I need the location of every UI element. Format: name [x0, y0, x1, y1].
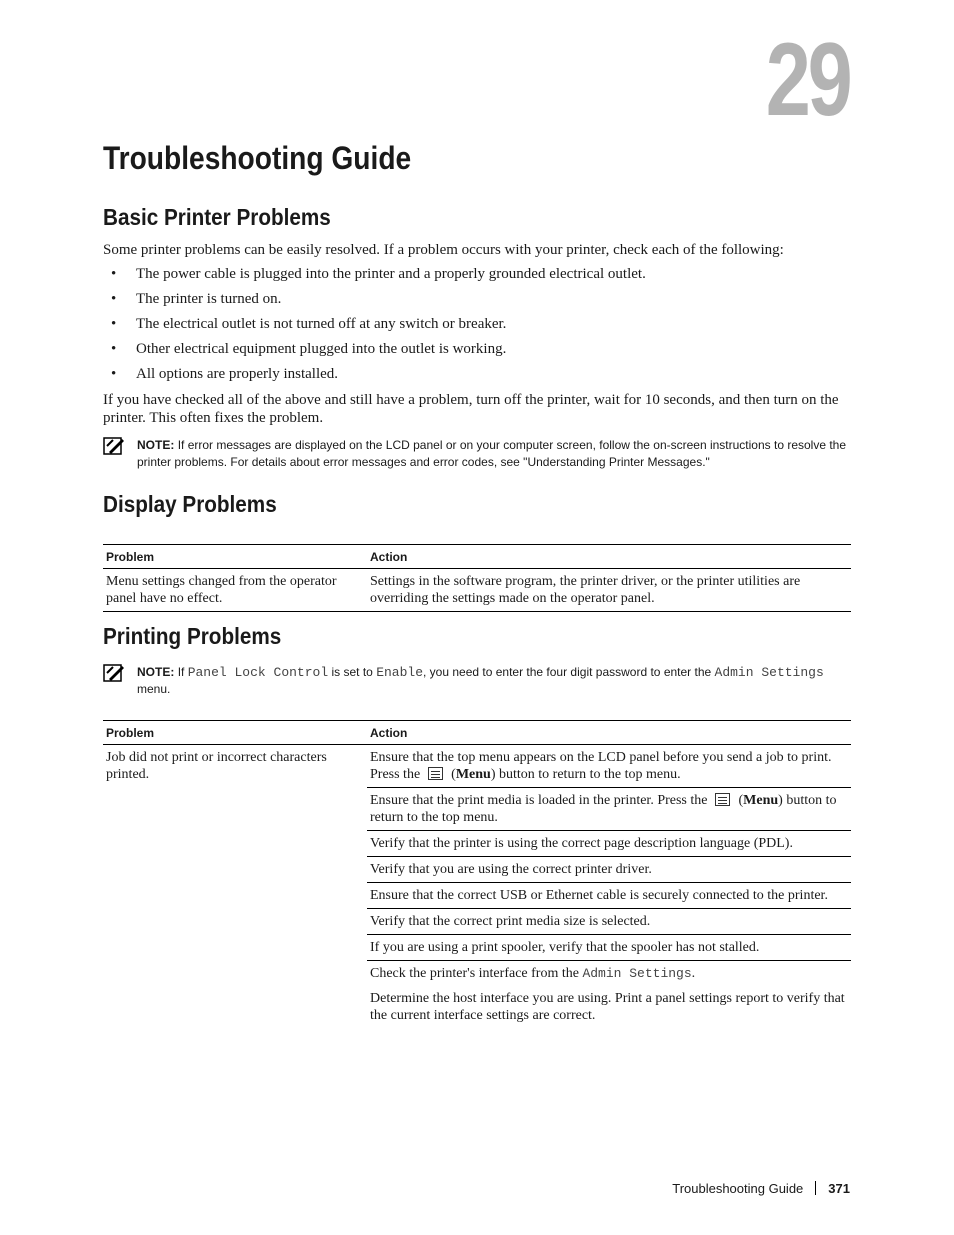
col-header-action: Action [367, 721, 851, 745]
list-item: • All options are properly installed. [111, 366, 339, 382]
action-cell: Verify that the correct print media size is selected. [367, 909, 851, 935]
bullet-icon: • [111, 316, 117, 332]
display-table [103, 544, 851, 612]
list-item: • Other electrical equipment plugged into the outlet is working. [111, 341, 507, 357]
action-cell: Ensure that the top menu appears on the LCD panel before you send a job to print. Press the (Menu) button to return to the top menu. [367, 745, 851, 788]
action-cell: Verify that you are using the correct printer driver. [367, 857, 851, 883]
problem-cell: Menu settings changed from the operator panel have no effect. [103, 569, 367, 612]
bullet-icon: • [111, 341, 117, 357]
basic-note: NOTE: If error messages are displayed on the LCD panel or on your computer screen, follow the on-screen instructions to resolve the printer problems. For details about error messages and error codes, see "Understanding Printer Messages." [103, 437, 851, 471]
action-cell: Check the printer's interface from the Admin Settings. [370, 966, 696, 981]
table-row [103, 569, 851, 612]
list-item: • The printer is turned on. [111, 291, 282, 307]
basic-intro: Some printer problems can be easily resolved. If a problem occurs with your printer, check each of the following: [103, 242, 784, 258]
bullet-icon: • [111, 366, 117, 382]
menu-button-icon [715, 793, 730, 806]
table-row [103, 745, 851, 788]
footer-section: Troubleshooting Guide [672, 1181, 804, 1196]
col-header-problem: Problem [103, 721, 367, 745]
action-cell: Ensure that the correct USB or Ethernet cable is securely connected to the printer. [367, 883, 851, 909]
footer-divider [815, 1181, 816, 1195]
note-pencil-icon [103, 664, 125, 682]
printing-table [103, 720, 851, 1028]
page-footer [672, 1181, 850, 1196]
printing-note: NOTE: If Panel Lock Control is set to Enable, you need to enter the four digit password to enter the Admin Settings menu. [103, 664, 851, 698]
basic-heading: Basic Printer Problems [103, 204, 331, 230]
col-header-action: Action [367, 545, 851, 569]
menu-button-icon [428, 767, 443, 780]
bullet-icon: • [111, 291, 117, 307]
col-header-problem: Problem [103, 545, 367, 569]
display-heading: Display Problems [103, 491, 277, 517]
list-item: • The electrical outlet is not turned off at any switch or breaker. [111, 316, 507, 332]
printing-heading: Printing Problems [103, 623, 282, 649]
action-cell: Verify that the printer is using the correct page description language (PDL). [367, 831, 851, 857]
page-title: Troubleshooting Guide [103, 140, 412, 176]
action-cell: Ensure that the print media is loaded in the printer. Press the (Menu) button to return to the top menu. [367, 788, 851, 831]
chapter-number: 29 [766, 22, 850, 138]
bullet-icon: • [111, 266, 117, 282]
page-number: 371 [828, 1181, 850, 1196]
note-pencil-icon [103, 437, 125, 455]
list-item: • The power cable is plugged into the printer and a properly grounded electrical outlet. [111, 266, 646, 282]
basic-checklist [103, 264, 851, 389]
action-cell: Settings in the software program, the printer driver, or the printer utilities are overriding the settings made on the operator panel. [367, 569, 851, 612]
problem-cell: Job did not print or incorrect characters printed. [106, 750, 327, 782]
basic-followup: If you have checked all of the above and still have a problem, turn off the printer, wait for 10 seconds, and then turn on the printer. This often fixes the problem. [103, 392, 839, 426]
action-cell: Determine the host interface you are using. Print a panel settings report to verify that the current interface settings are correct. [370, 991, 845, 1023]
action-cell: If you are using a print spooler, verify that the spooler has not stalled. [367, 935, 851, 961]
